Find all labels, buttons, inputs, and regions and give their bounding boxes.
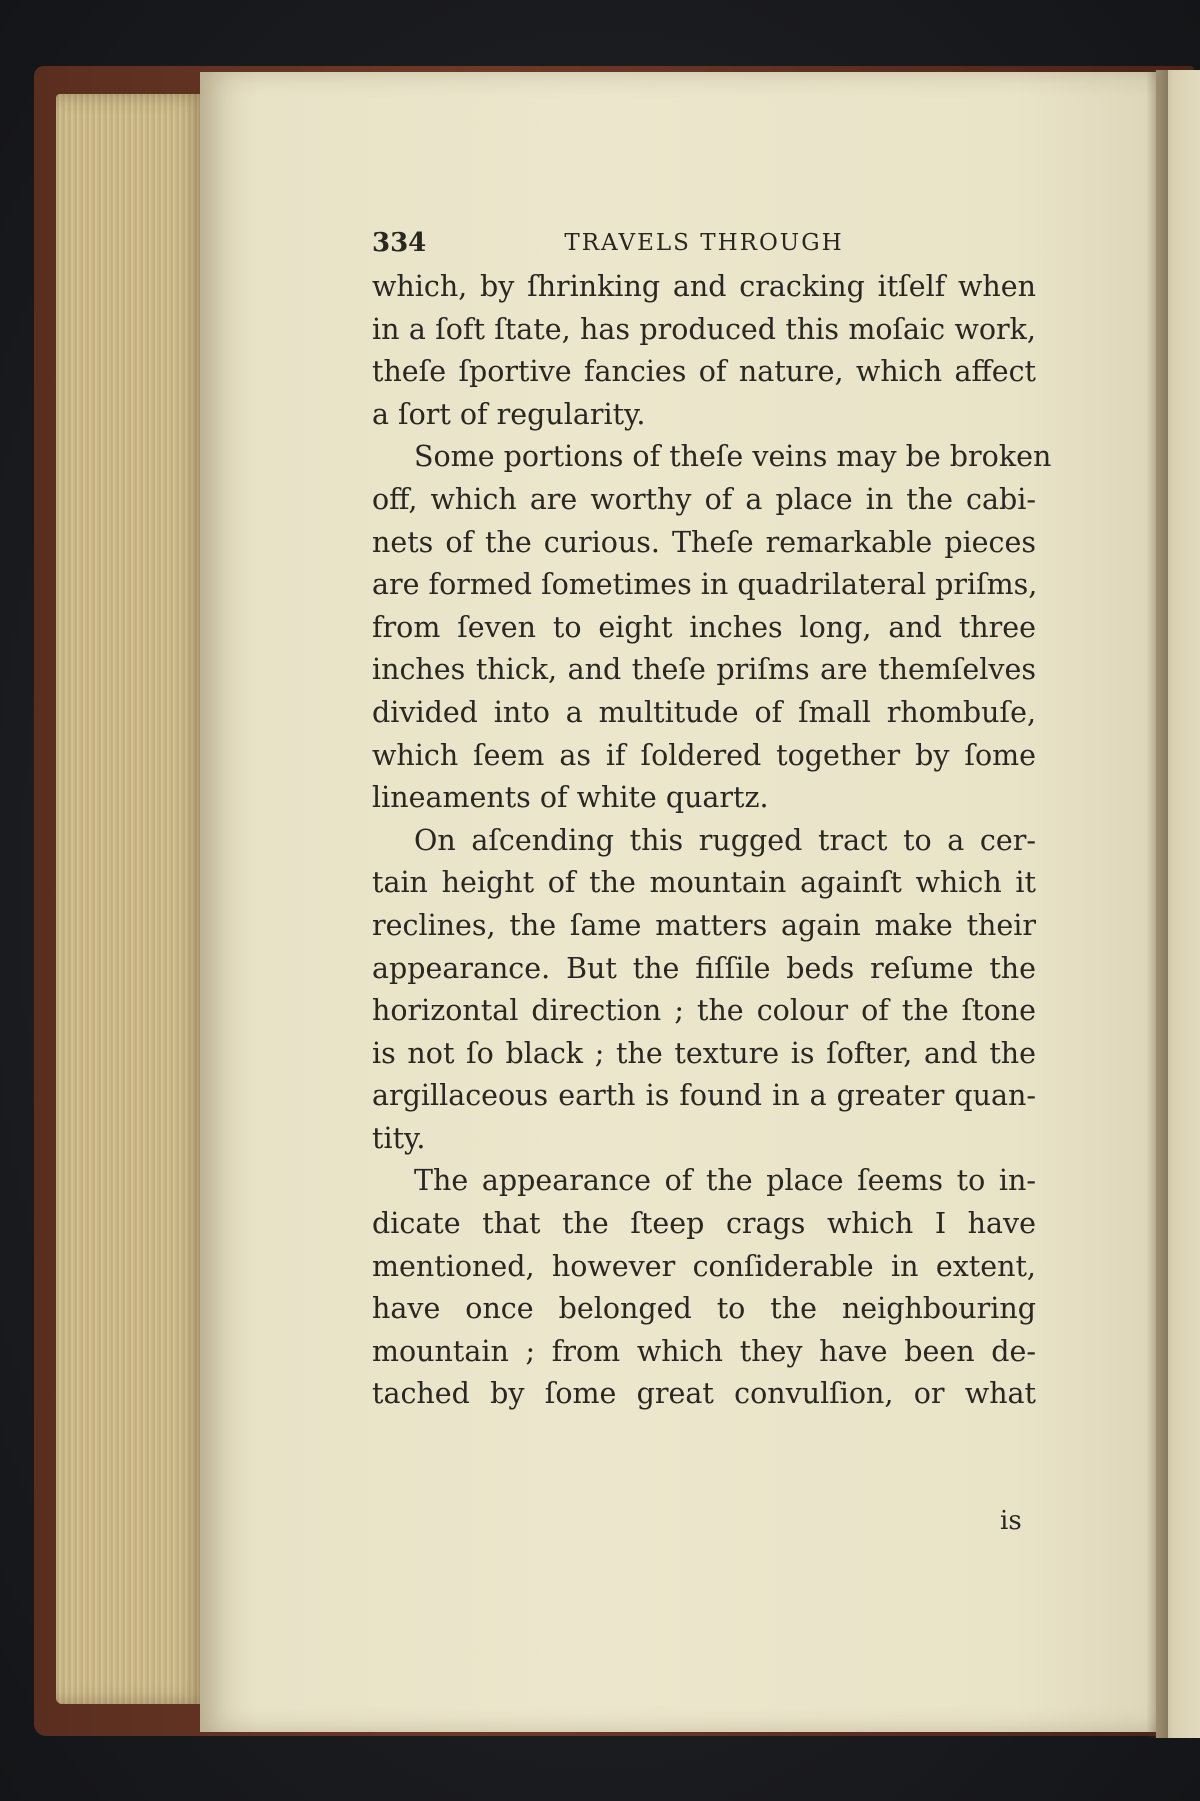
text-line: in a ſoft ſtate, has produced this moſaic work, [372,312,1036,346]
text-line: theſe ſportive fancies of nature, which affect [372,355,1036,389]
paragraph-4 [372,1160,1036,1416]
paragraph-2 [372,436,1052,819]
text-line: nets of the curious. Theſe remarkable pieces [372,525,1036,559]
text-line: divided into a multitude of ſmall rhombuſe, [372,695,1036,729]
catchword: is [1000,1506,1022,1536]
text-line: The appearance of the place ſeems to in- [414,1164,1036,1198]
text-line: Some portions of theſe veins may be broken [414,440,1052,474]
text-line: is not ſo black ; the texture is ſofter, and the [372,1036,1036,1070]
page-edges [56,94,206,1704]
text-line: are formed ſometimes in quadrilateral priſms, [372,568,1038,602]
text-line: off, which are worthy of a place in the cabi- [372,482,1036,516]
text-line: which, by ſhrinking and cracking itſelf when [372,270,1036,303]
text-line: reclines, the ſame matters again make their [372,908,1036,942]
text-line: have once belonged to the neighbouring [372,1292,1036,1326]
gutter-shadow [1146,70,1168,1738]
text-line: lineaments of white quartz. [372,781,769,815]
text-line: dicate that the ſteep crags which I have [372,1207,1036,1241]
paragraph-1 [372,266,1036,436]
text-line: mentioned, however conſiderable in extent, [372,1249,1036,1283]
text-line: tain height of the mountain againſt which it [372,866,1036,900]
text-line: appearance. But the fiſſile beds reſume the [372,951,1036,985]
running-head [372,218,1036,266]
text-line: argillaceous earth is found in a greater quan- [372,1079,1036,1113]
paragraph-3 [372,820,1036,1161]
text-line: tached by ſome great convulſion, or what [372,1377,1036,1411]
page-number: 334 [372,228,427,258]
page-text [372,218,1052,1416]
text-line: mountain ; from which they have been de- [372,1334,1036,1368]
text-line: horizontal direction ; the colour of the ſtone [372,994,1036,1028]
running-head-title: TRAVELS THROUGH [564,230,844,256]
text-line: inches thick, and theſe priſms are themſelves [372,653,1036,687]
text-line: from ſeven to eight inches long, and three [372,610,1036,644]
text-line: a ſort of regularity. [372,397,646,431]
text-line: tity. [372,1121,426,1155]
text-line: which ſeem as if ſoldered together by ſome [372,738,1036,772]
text-line: On aſcending this rugged tract to a cer- [414,823,1036,857]
